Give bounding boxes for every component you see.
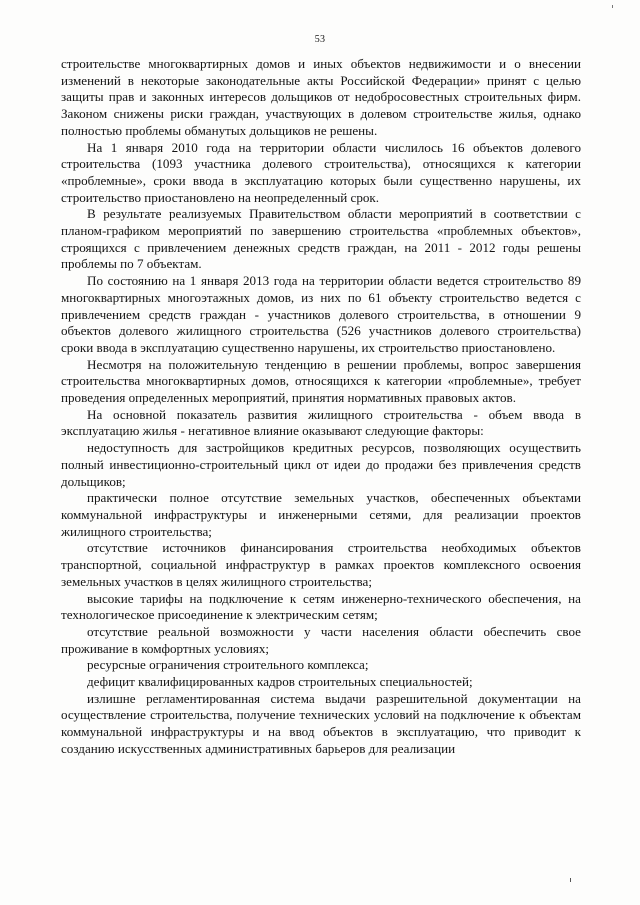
paragraph: В результате реализуемых Правительством области мероприятий в соответствии с планом-графиком мероприятий по завершению строительства «проблемных объектов», строящихся с привлечением денежных средств граждан, на 2011 - 2012 годы решены проблемы по 7 объектам.	[61, 206, 581, 272]
page-number: 53	[314, 34, 326, 45]
paragraph: На 1 января 2010 года на территории области числилось 16 объектов долевого строительства (1093 участника долевого строительства), относящихся к категории «проблемные», сроки ввода в эксплуатацию которых были существенно нарушены, их строительство приостановлено на неопределенный срок.	[61, 139, 581, 205]
factor-item: ресурсные ограничения строительного комплекса;	[87, 657, 369, 673]
factor-item: отсутствие источников финансирования строительства необходимых объектов транспортной, социальной инфраструктур в рамках проектов комплексного освоения земельных участков в целях жилищного строительства;	[61, 540, 581, 589]
paragraph: На основной показатель развития жилищного строительства - объем ввода в эксплуатацию жилья - негативное влияние оказывают следующие факторы:	[61, 406, 581, 439]
factor-item: излишне регламентированная система выдачи разрешительной документации на осуществление строительства, получение технических условий на подключение к объектам коммунальной инфраструктуры и на ввод объектов в эксплуатацию, что приводит к созданию искусственных административных барьеров для реализации	[61, 690, 581, 756]
paragraph-continuation: строительстве многоквартирных домов и иных объектов недвижимости и о внесении изменений в некоторые законодательные акты Российской Федерации» принят с целью защиты прав и законных интересов дольщиков от недобросовестных строительных фирм. Законом снижены риски граждан, участвующих в долевом строительстве жилья, однако полностью проблемы обманутых дольщиков не решены.	[61, 56, 581, 138]
scan-artifact	[570, 878, 571, 882]
factor-item: практически полное отсутствие земельных участков, обеспеченных объектами коммунальной инфраструктуры и инженерными сетями, для реализации проектов жилищного строительства;	[61, 490, 581, 539]
scan-artifact	[612, 5, 613, 8]
paragraph: По состоянию на 1 января 2013 года на территории области ведется строительство 89 многоквартирных многоэтажных домов, из них по 61 объекту строительство ведется с привлечением средств граждан - участников долевого строительства, в отношении 9 объектов долевого жилищного строительства (526 участников долевого строительства) сроки ввода в эксплуатацию существенно нарушены, их строительство приостановлено.	[61, 273, 581, 355]
factor-item: отсутствие реальной возможности у части населения области обеспечить свое проживание в комфортных условиях;	[61, 623, 581, 656]
factor-item: высокие тарифы на подключение к сетям инженерно-технического обеспечения, на технологическое присоединение к электрическим сетям;	[61, 590, 581, 623]
body-text	[61, 56, 581, 758]
paragraph: Несмотря на положительную тенденцию в решении проблемы, вопрос завершения строительства многоквартирных домов, относящихся к категории «проблемные», требует проведения определенных мероприятий, принятия нормативных правовых актов.	[61, 356, 581, 406]
factor-item: дефицит квалифицированных кадров строительных специальностей;	[87, 674, 473, 690]
factor-item: недоступность для застройщиков кредитных ресурсов, позволяющих осуществить полный инвестиционно-строительный цикл от идеи до продажи без привлечения средств дольщиков;	[61, 440, 581, 489]
